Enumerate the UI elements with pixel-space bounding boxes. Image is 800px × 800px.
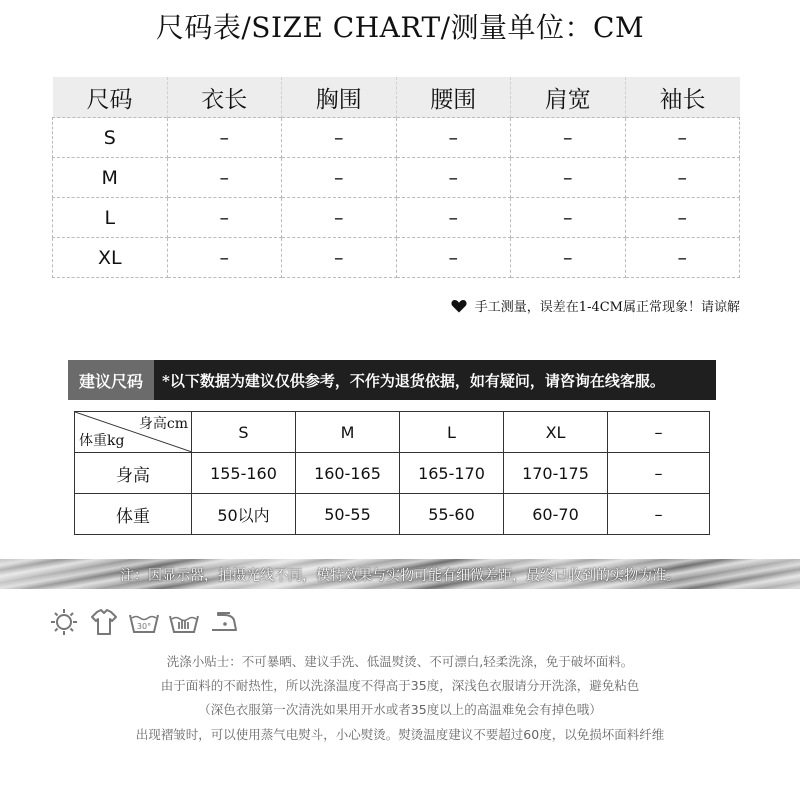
table-cell: – [396, 238, 511, 278]
recommend-header-row [75, 412, 710, 453]
table-cell: – [625, 118, 740, 158]
table-cell: 50以内 [192, 494, 296, 535]
table-cell: 170-175 [504, 453, 608, 494]
page-title: 尺码表/SIZE CHART/测量单位：CM [155, 11, 645, 44]
size-header-cell: S [192, 412, 296, 453]
size-table-header-row [53, 77, 740, 118]
diagonal-header-cell [75, 412, 192, 453]
recommend-label: 建议尺码 [68, 360, 154, 400]
care-tip-line-3: （深色衣服第一次清洗如果用开水或者35度以上的高温难免会有掉色哦） [198, 702, 602, 717]
care-tip-line-1: 洗涤小贴士：不可暴晒、建议手洗、低温熨烫、不可漂白,轻柔洗涤，免于破坏面料。 [166, 654, 634, 669]
care-icons-row [48, 608, 240, 636]
table-cell: – [511, 198, 626, 238]
size-cell: M [53, 158, 168, 198]
table-cell: – [511, 158, 626, 198]
size-cell: XL [53, 238, 168, 278]
table-cell: – [396, 198, 511, 238]
table-cell: 50-55 [296, 494, 400, 535]
size-cell: S [53, 118, 168, 158]
table-cell: – [511, 118, 626, 158]
measurement-note [451, 296, 740, 315]
table-cell: – [282, 118, 397, 158]
care-tip-line-2: 由于面料的不耐热性，所以洗涤温度不得高于35度，深浅色衣服请分开洗涤，避免粘色 [160, 678, 640, 693]
svg-text:30°: 30° [136, 622, 152, 631]
table-cell: – [608, 453, 710, 494]
column-header-size: 尺码 [53, 77, 168, 118]
height-unit-label: 身高cm [138, 416, 188, 432]
hand-wash-shirt-icon [88, 608, 120, 636]
table-row [75, 494, 710, 535]
table-cell: – [167, 118, 282, 158]
table-row [53, 238, 740, 278]
care-tip-line-4: 出现褶皱时，可以使用蒸气电熨斗，小心熨烫。熨烫温度建议不要超过60度，以免损坏面料纤维 [135, 727, 665, 742]
size-header-cell: L [400, 412, 504, 453]
size-header-cell: XL [504, 412, 608, 453]
column-header-sleeve: 袖长 [625, 77, 740, 118]
weight-unit-label: 体重kg [79, 433, 125, 449]
no-sun-icon [48, 608, 80, 636]
table-cell: – [625, 238, 740, 278]
note-text: 手工测量，误差在1-4CM属正常现象！请谅解 [474, 300, 740, 315]
table-cell: – [625, 198, 740, 238]
disclaimer-text: 注：因显示器，拍摄光线不同，模特效果与实物可能有细微差距，最终已收到的实物为准。 [120, 568, 680, 584]
table-cell: – [282, 238, 397, 278]
table-row [53, 158, 740, 198]
column-header-length: 衣长 [167, 77, 282, 118]
heart-icon [451, 299, 467, 313]
size-header-cell: M [296, 412, 400, 453]
table-cell: – [282, 198, 397, 238]
table-cell: 55-60 [400, 494, 504, 535]
table-cell: – [396, 158, 511, 198]
table-cell: 155-160 [192, 453, 296, 494]
table-row [53, 118, 740, 158]
wash-30-icon [128, 608, 160, 636]
table-cell: 60-70 [504, 494, 608, 535]
hand-wash-basin-icon [168, 608, 200, 636]
table-cell: 160-165 [296, 453, 400, 494]
table-row [53, 198, 740, 238]
table-cell: – [167, 238, 282, 278]
column-header-chest: 胸围 [282, 77, 397, 118]
table-cell: – [167, 198, 282, 238]
table-cell: – [625, 158, 740, 198]
table-row [75, 453, 710, 494]
table-cell: – [608, 494, 710, 535]
column-header-waist: 腰围 [396, 77, 511, 118]
row-label-height: 身高 [75, 453, 192, 494]
size-header-cell: – [608, 412, 710, 453]
size-chart-table [52, 77, 740, 278]
recommend-notice: *以下数据为建议仅供参考，不作为退货依据，如有疑问，请咨询在线客服。 [162, 371, 665, 390]
recommend-banner [68, 360, 716, 400]
table-cell: – [396, 118, 511, 158]
table-cell: – [167, 158, 282, 198]
recommend-size-table [74, 411, 710, 535]
table-cell: – [282, 158, 397, 198]
low-iron-icon [208, 608, 240, 636]
size-cell: L [53, 198, 168, 238]
table-cell: 165-170 [400, 453, 504, 494]
column-header-shoulder: 肩宽 [511, 77, 626, 118]
table-cell: – [511, 238, 626, 278]
row-label-weight: 体重 [75, 494, 192, 535]
